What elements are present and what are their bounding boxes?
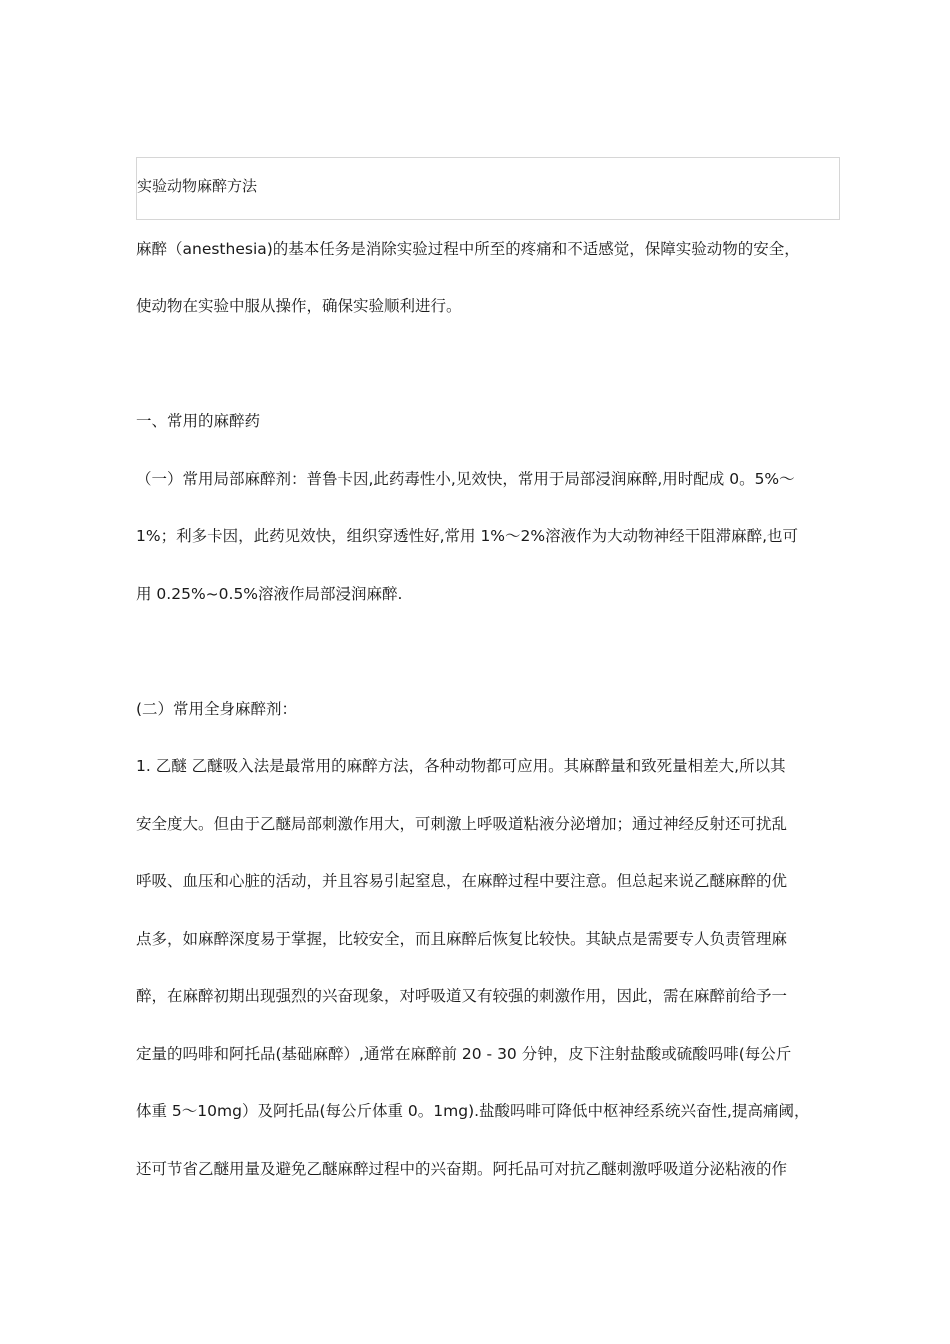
title-frame — [136, 157, 840, 220]
local-anesthetic-line-2: 1%；利多卡因，此药见效快，组织穿透性好,常用 1%～2%溶液作为大动物神经干阻滞麻醉,也可 — [136, 527, 799, 545]
ether-line-6: 定量的吗啡和阿托品(基础麻醉）,通常在麻醉前 20 - 30 分钟，皮下注射盐酸或硫酸吗啡(每公斤 — [136, 1045, 792, 1063]
ether-line-4: 点多，如麻醉深度易于掌握，比较安全，而且麻醉后恢复比较快。其缺点是需要专人负责管理麻 — [136, 930, 788, 948]
ether-line-3: 呼吸、血压和心脏的活动，并且容易引起窒息，在麻醉过程中要注意。但总起来说乙醚麻醉的优 — [136, 872, 788, 890]
document-title: 实验动物麻醉方法 — [137, 177, 258, 195]
local-anesthetic-line-3: 用 0.25%~0.5%溶液作局部浸润麻醉. — [136, 585, 403, 603]
section-heading: 一、常用的麻醉药 — [136, 412, 261, 430]
intro-line-2: 使动物在实验中服从操作，确保实验顺利进行。 — [136, 297, 462, 315]
local-anesthetic-line-1: （一）常用局部麻醉剂：普鲁卡因,此药毒性小,见效快，常用于局部浸润麻醉,用时配成 0。5%～ — [136, 470, 795, 488]
ether-line-5: 醉，在麻醉初期出现强烈的兴奋现象，对呼吸道又有较强的刺激作用，因此，需在麻醉前给予一 — [136, 987, 788, 1005]
ether-line-2: 安全度大。但由于乙醚局部刺激作用大，可刺激上呼吸道粘液分泌增加；通过神经反射还可扰乱 — [136, 815, 788, 833]
ether-line-8: 还可节省乙醚用量及避免乙醚麻醉过程中的兴奋期。阿托品可对抗乙醚刺激呼吸道分泌粘液的作 — [136, 1160, 788, 1178]
intro-line-1: 麻醉（anesthesia)的基本任务是消除实验过程中所至的疼痛和不适感觉，保障实验动物的安全， — [136, 240, 800, 258]
ether-line-7: 体重 5～10mg）及阿托品(每公斤体重 0。1mg).盐酸吗啡可降低中枢神经系统兴奋性,提高痛阈， — [136, 1102, 810, 1120]
general-anesthetic-heading: (二）常用全身麻醉剂： — [136, 700, 298, 718]
ether-line-1: 1. 乙醚 乙醚吸入法是最常用的麻醉方法，各种动物都可应用。其麻醉量和致死量相差大,所以其 — [136, 757, 786, 775]
